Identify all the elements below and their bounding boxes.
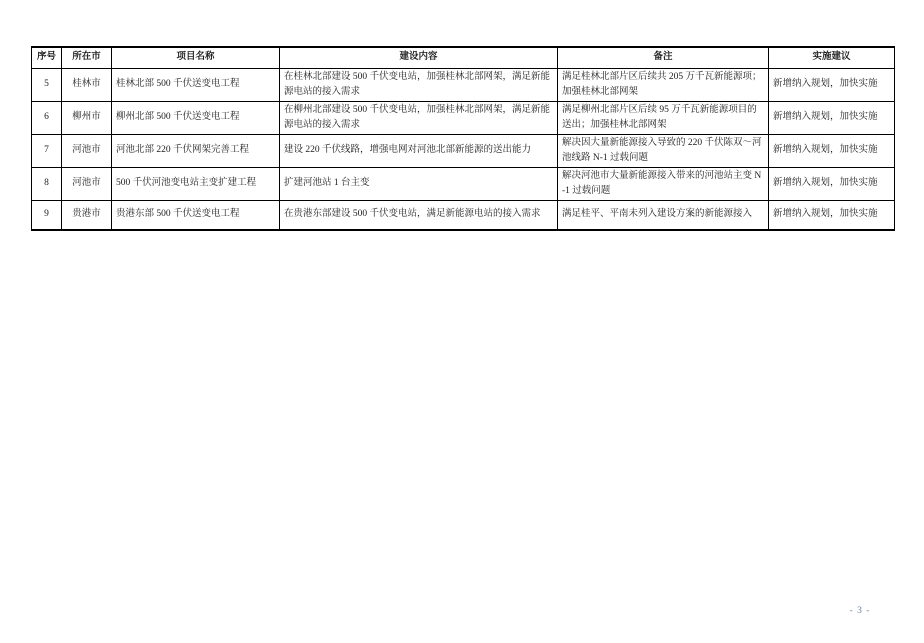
cell-city: 河池市 — [62, 167, 112, 200]
cell-project: 贵港东部 500 千伏送变电工程 — [112, 200, 280, 230]
table-row — [32, 134, 895, 167]
cell-remark: 解决河池市大量新能源接入带来的河池站主变 N-1 过载问题 — [558, 167, 769, 200]
table-row — [32, 200, 895, 230]
header-cell-city: 所在市 — [62, 47, 112, 68]
cell-project: 500 千伏河池变电站主变扩建工程 — [112, 167, 280, 200]
cell-no: 6 — [32, 101, 62, 134]
cell-content: 扩建河池站 1 台主变 — [280, 167, 558, 200]
cell-no: 5 — [32, 68, 62, 101]
cell-content: 建设 220 千伏线路，增强电网对河池北部新能源的送出能力 — [280, 134, 558, 167]
cell-remark: 满足桂平、平南未列入建设方案的新能源接入 — [558, 200, 769, 230]
cell-remark: 满足桂林北部片区后续共 205 万千瓦新能源项；加强桂林北部网架 — [558, 68, 769, 101]
cell-content: 在桂林北部建设 500 千伏变电站，加强桂林北部网架，满足新能源电站的接入需求 — [280, 68, 558, 101]
table-row — [32, 167, 895, 200]
projects-table — [31, 46, 895, 231]
header-cell-suggestion: 实施建议 — [769, 47, 895, 68]
cell-suggestion: 新增纳入规划，加快实施 — [769, 134, 895, 167]
cell-suggestion: 新增纳入规划，加快实施 — [769, 68, 895, 101]
cell-city: 桂林市 — [62, 68, 112, 101]
cell-project: 河池北部 220 千伏网架完善工程 — [112, 134, 280, 167]
cell-project: 桂林北部 500 千伏送变电工程 — [112, 68, 280, 101]
cell-remark: 解决因大量新能源接入导致的 220 千伏陈双～河池线路 N-1 过载问题 — [558, 134, 769, 167]
header-cell-project: 项目名称 — [112, 47, 280, 68]
cell-content: 在贵港东部建设 500 千伏变电站，满足新能源电站的接入需求 — [280, 200, 558, 230]
cell-no: 9 — [32, 200, 62, 230]
cell-suggestion: 新增纳入规划，加快实施 — [769, 200, 895, 230]
header-cell-remark: 备注 — [558, 47, 769, 68]
cell-city: 贵港市 — [62, 200, 112, 230]
table-row — [32, 101, 895, 134]
cell-project: 柳州北部 500 千伏送变电工程 — [112, 101, 280, 134]
cell-city: 柳州市 — [62, 101, 112, 134]
table-row — [32, 68, 895, 101]
cell-remark: 满足柳州北部片区后续 95 万千瓦新能源项目的送出；加强桂林北部网架 — [558, 101, 769, 134]
cell-no: 7 — [32, 134, 62, 167]
page-number: - 3 - — [849, 606, 871, 616]
cell-suggestion: 新增纳入规划，加快实施 — [769, 101, 895, 134]
table-header-row — [32, 47, 895, 68]
cell-content: 在柳州北部建设 500 千伏变电站，加强桂林北部网架，满足新能源电站的接入需求 — [280, 101, 558, 134]
cell-no: 8 — [32, 167, 62, 200]
cell-city: 河池市 — [62, 134, 112, 167]
header-cell-no: 序号 — [32, 47, 62, 68]
cell-suggestion: 新增纳入规划，加快实施 — [769, 167, 895, 200]
header-cell-content: 建设内容 — [280, 47, 558, 68]
